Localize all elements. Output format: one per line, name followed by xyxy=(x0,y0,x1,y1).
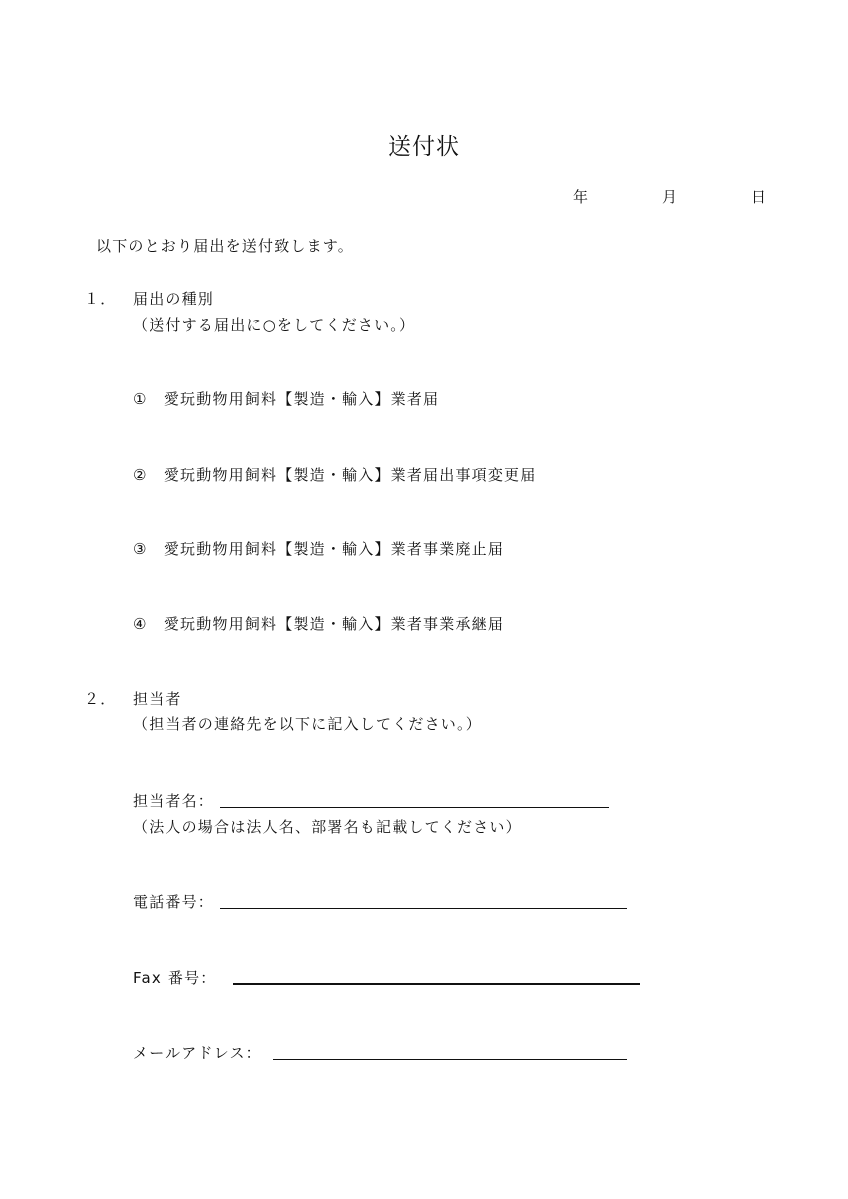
notification-type-item-4[interactable]: ④ 愛玩動物用飼料【製造・輸入】業者事業承継届 xyxy=(133,615,505,633)
notification-type-item-3[interactable]: ③ 愛玩動物用飼料【製造・輸入】業者事業廃止届 xyxy=(133,540,505,558)
phone-label: 電話番号： xyxy=(133,893,215,911)
section2-heading: 担当者 xyxy=(133,690,182,708)
fax-label: Fax 番号： xyxy=(133,969,217,987)
intro-text: 以下のとおり届出を送付致します。 xyxy=(96,237,355,255)
notification-type-item-2[interactable]: ② 愛玩動物用飼料【製造・輸入】業者届出事項変更届 xyxy=(133,466,537,484)
contact-name-field[interactable] xyxy=(220,807,609,808)
date-month-label: 月 xyxy=(662,188,678,206)
email-label: メールアドレス： xyxy=(133,1044,262,1062)
document-title: 送付状 xyxy=(388,134,460,160)
contact-name-note: （法人の場合は法人名、部署名も記載してください） xyxy=(133,818,522,836)
section1-heading: 届出の種別 xyxy=(133,290,215,308)
section2-number: ２． xyxy=(84,690,117,708)
date-day-label: 日 xyxy=(751,188,767,206)
fax-field[interactable] xyxy=(233,983,640,985)
section1-number: １． xyxy=(84,290,117,308)
email-field[interactable] xyxy=(273,1059,627,1060)
date-year-label: 年 xyxy=(573,188,589,206)
section1-note: （送付する届出に○をしてください。） xyxy=(133,316,416,334)
contact-name-label: 担当者名： xyxy=(133,792,215,810)
section2-note: （担当者の連絡先を以下に記入してください。） xyxy=(133,715,482,733)
phone-field[interactable] xyxy=(220,908,627,909)
notification-type-item-1[interactable]: ① 愛玩動物用飼料【製造・輸入】業者届 xyxy=(133,390,440,408)
